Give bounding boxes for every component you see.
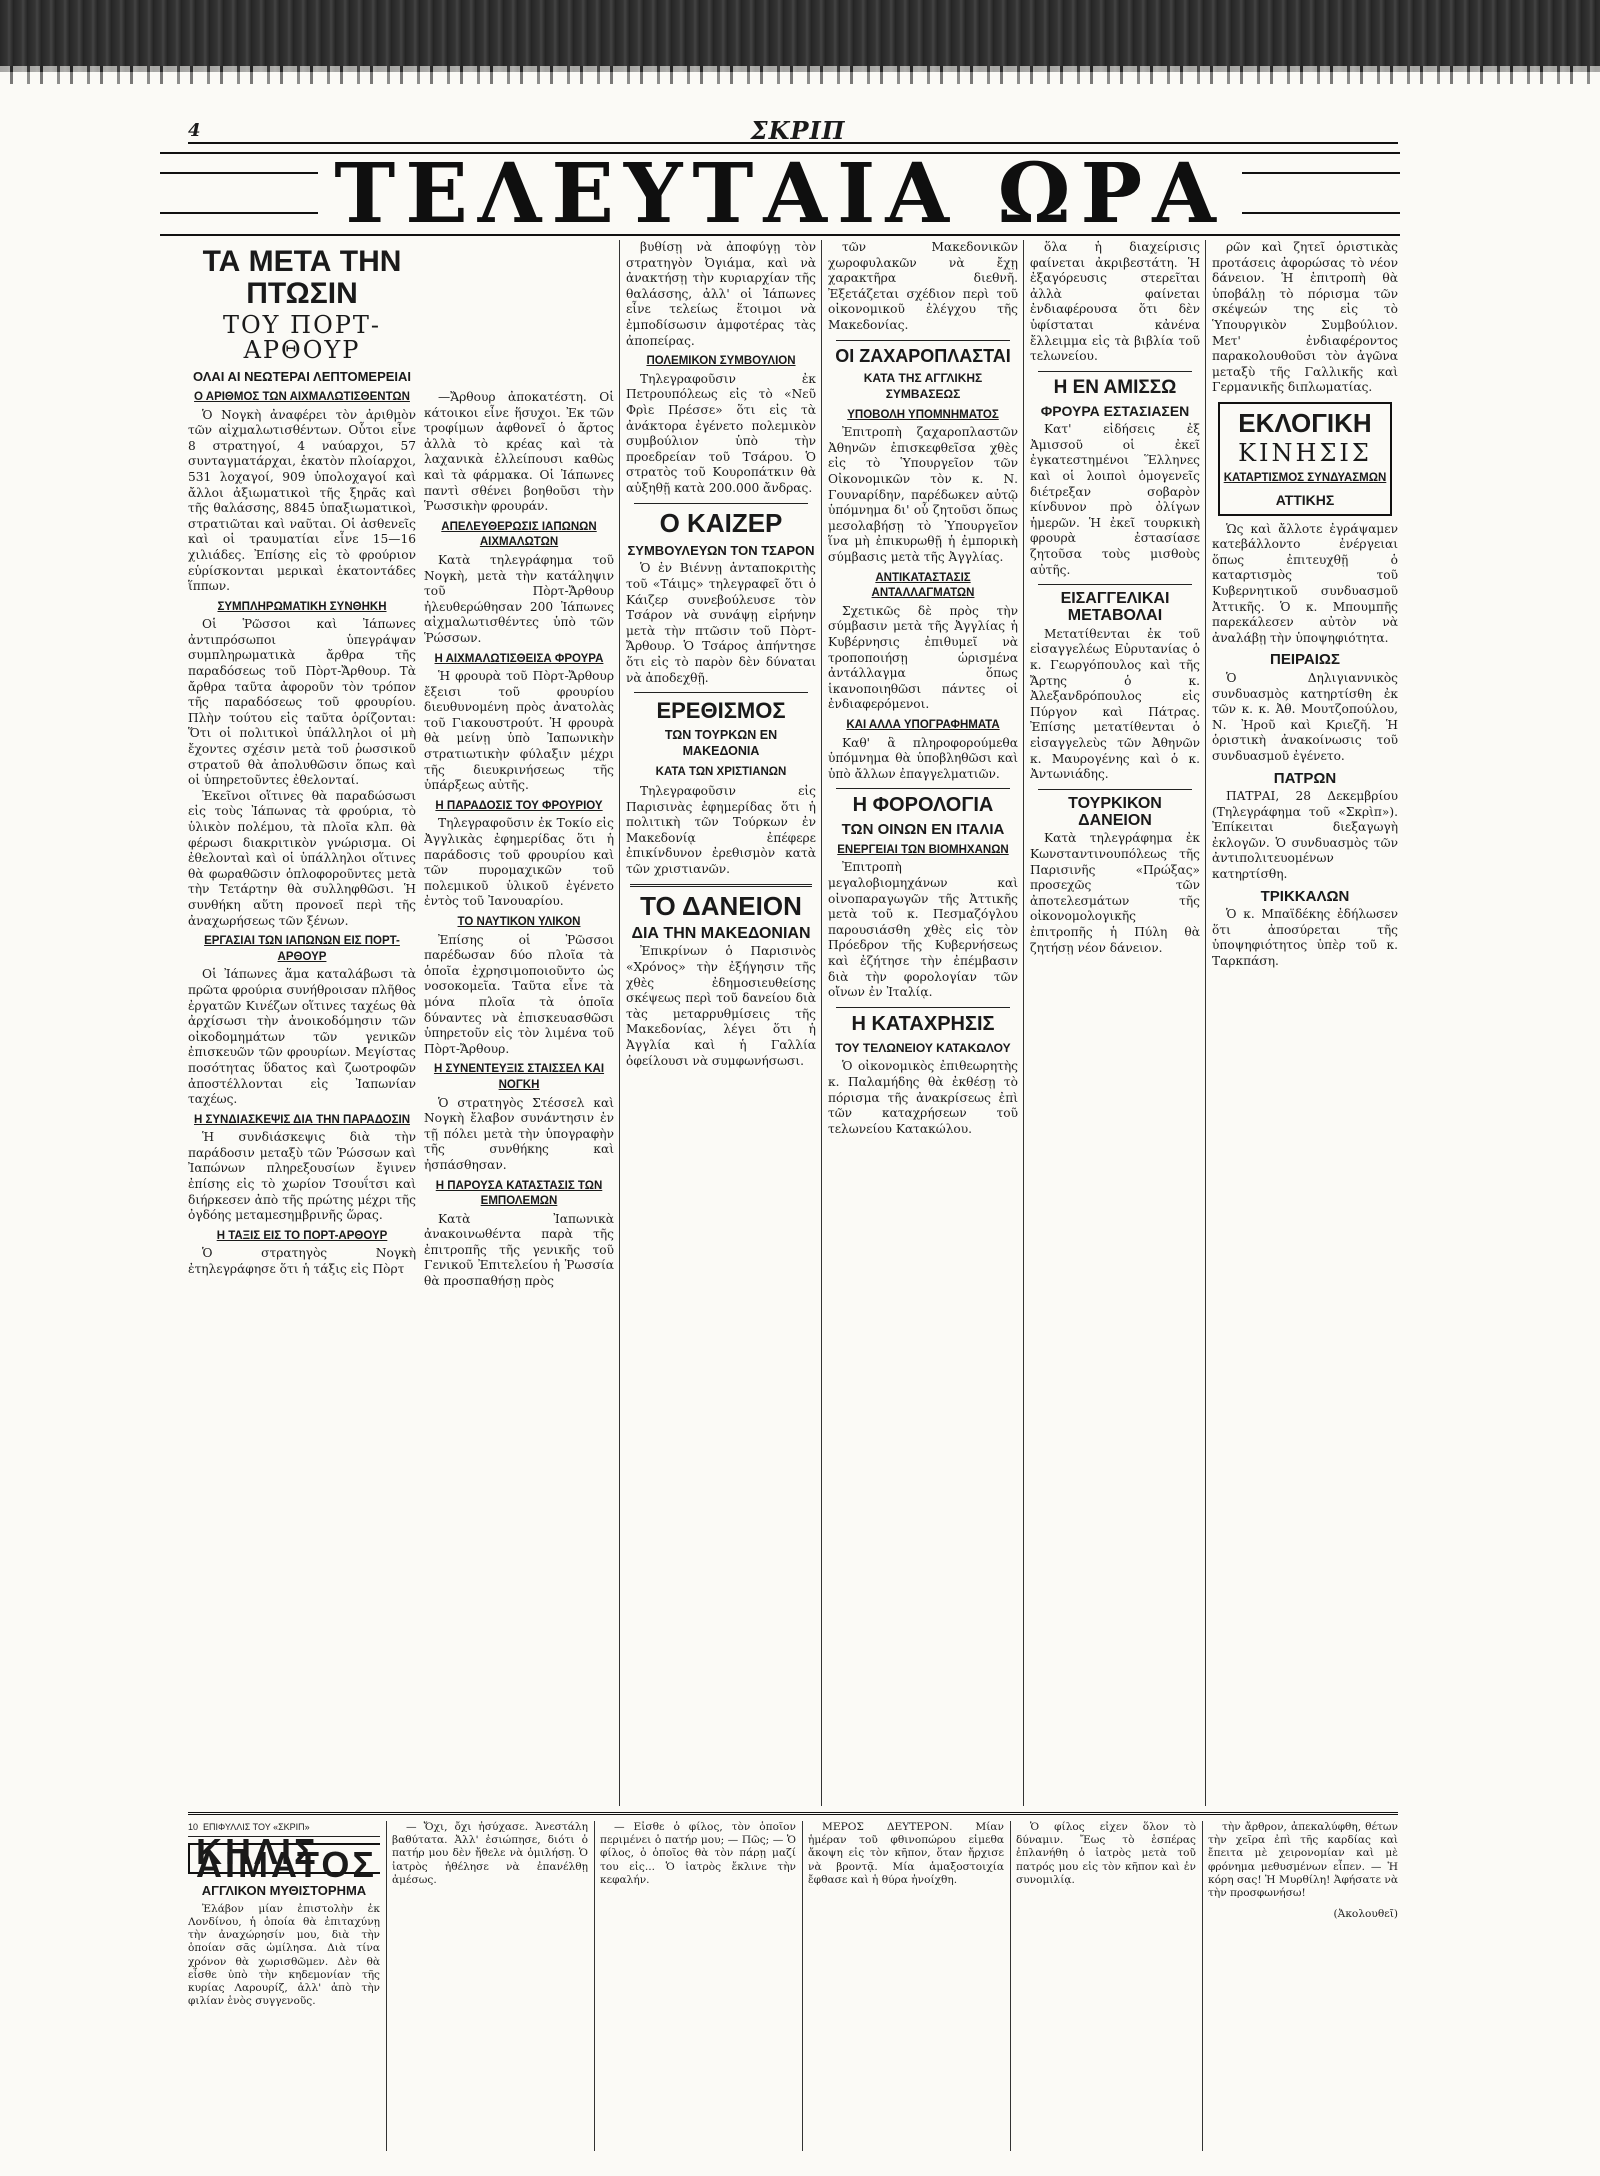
serial-text: τὴν ἄρθρον, ἀπεκαλύφθη, θέτων τὴν χεῖρα ἐπὶ τῆς καρδίας καὶ ἔπειτα μὲ χειρονομίαν καὶ μὲ φρόνημα μεθυσμένων εἶπεν. — Ἡ κόρη σας! Ἡ Μυρθίλη! Ἀφήσατε νὰ τὴν προσφωνήσω! <box>1208 1821 1398 1900</box>
column-rule <box>594 1821 595 2151</box>
page-number: 4 <box>188 120 201 141</box>
column-rule <box>821 240 822 1806</box>
divider <box>1038 584 1192 585</box>
article-text: Ὁ κ. Μπαϊδέκης ἐδήλωσεν ὅτι ἀποσύρεται τῆς ὑποψηφιότητος ὑπὲρ τοῦ κ. Ταρκπάση. <box>1212 907 1398 969</box>
column-5 <box>1030 240 1200 1806</box>
serial-text: — Εἶσθε ὁ φίλος, τὸν ὁποῖον περιμένει ὁ πατήρ μου; — Πῶς; — Ὁ φίλος, ὁ ὁποῖος θὰ τὸν πάρῃ μαζί του εἰς... Ὁ ἰατρὸς ἔκλινε τὴν κεφαλήν. <box>600 1821 796 1886</box>
subhead: ΑΠΕΛΕΥΘΕΡΩΣΙΣ ΙΑΠΩΝΩΝ ΑΙΧΜΑΛΩΤΩΝ <box>441 520 597 549</box>
headline-agitation-sub-2: ΚΑΤΑ ΤΩΝ ΧΡΙΣΤΙΑΝΩΝ <box>655 766 787 779</box>
article-text: Ὁ Νογκὴ ἀναφέρει τὸν ἀριθμὸν τῶν αἰχμαλωτισθέντων. Οὗτοι εἶνε 8 στρατηγοί, 4 ναύαρχοι, 57 συνταγματάρχαι, ἑκατὸν πλοίαρχοι, 531 λοχαγοί, 909 ὑπολοχαγοί καὶ ἄλλοι ἀξιωματικοὶ τῆς ξηρᾶς καὶ τῆς θαλάσσης, 8845 ὑπαξιωματικοὶ, στρατιῶται καὶ ναῦται. Οἱ ἀσθενεῖς καὶ οἱ τραυματίαι εἶνε 15—16 χιλιάδες. Ἐπίσης εἰς τὸ φρούριον εὑρίσκονται μερικαὶ ἑκατοντάδες ἵππων. <box>188 407 416 594</box>
article-text: Ἐπιτροπὴ μεγαλοβιομηχάνων καὶ οἰνοπαραγωγῶν τῆς Ἀττικῆς μετὰ τοῦ κ. Πεσμαζόγλου παρουσιάσθη χθὲς εἰς τὸν Πρόεδρον τῆς Κυβερνήσεως καὶ ἐζήτησε τὴν ἐπέμβασιν διὰ τὴν φορολογίαν τῶν οἴνων ἐν Ἰταλίᾳ. <box>828 860 1018 1000</box>
divider <box>836 788 1010 789</box>
divider <box>836 340 1010 341</box>
subhead: Η ΠΑΡΑΔΟΣΙΣ ΤΟΥ ΦΡΟΥΡΙΟΥ <box>435 799 603 812</box>
divider <box>1038 789 1192 790</box>
headline-patras: ΠΑΤΡΩΝ <box>1273 769 1337 787</box>
article-text: Ἐπιτροπὴ ζαχαροπλαστῶν Ἀθηνῶν ἐπισκεφθεῖσα χθὲς εἰς τὸ Ὑπουργεῖον τῶν Οἰκονομικῶν τὸν κ. Ν. Γουναρίδην, παρέδωκεν αὐτῷ ὑπόμνημα δι' οὗ ζητοῦσι ὅπως μεσολαβήσῃ τὸ Ὑπουργεῖον ἵνα μὴ ἐπικυρωθῇ ἡ ἐμπορικὴ σύμβασις μετὰ τῆς Ἀγγλίας. <box>828 425 1018 564</box>
headline-taxation: Η ΦΟΡΟΛΟΓΙΑ <box>852 794 994 817</box>
headline-election: ΕΚΛΟΓΙΚΗ <box>1238 407 1372 438</box>
election-box <box>1218 402 1392 516</box>
scan-torn-edge <box>0 66 1600 84</box>
headline-embezzlement-sub: ΤΟΥ ΤΕΛΩΝΕΙΟΥ ΚΑΤΑΚΩΛΟΥ <box>835 1040 1011 1055</box>
article-text: Ὁ στρατηγὸς Στέσσελ καὶ Νογκὴ ἔλαβον συνάντησιν ἐν τῇ πόλει μετὰ τὴν ὑπογραφὴν τῆς συνθήκης καὶ ἠσπάσθησαν. <box>424 1095 614 1172</box>
banner-title <box>160 154 1400 234</box>
column-rule <box>1010 1821 1011 2151</box>
column-3 <box>626 240 816 1806</box>
serial-title: ΚΗΛΙΣ ΑΙΜΑΤΟΣ <box>188 1843 380 1873</box>
serial-text: ΜΕΡΟΣ ΔΕΥΤΕΡΟΝ. Μίαν ἡμέραν τοῦ φθινοπώρου εἰμεθα ἄκοψη εἰς τὸν κῆπον, ὅταν ἤρχισε νὰ βροντᾷ. Μία ἀμαξοστοιχία ἔφθασε καὶ ἡ θύρα ἠνοίχθη. <box>808 1821 1004 1886</box>
serial-column-4 <box>808 1821 1004 2151</box>
serial-column-5 <box>1016 1821 1196 2151</box>
subhead: ΠΟΛΕΜΙΚΟΝ ΣΥΜΒΟΥΛΙΟΝ <box>646 355 796 368</box>
article-text: Κατὰ τηλεγράφημα ἐκ Κωνσταντινουπόλεως τῆς Παρισινῆς «Πρώξας» προσεχῶς τῶν ἀποτελεσμάτων τῆς οἰκονομολογικῆς ἐπιτροπῆς ἡ Πύλη θὰ ζητήσῃ νέον δάνειον. <box>1030 831 1200 955</box>
lead-subhead: ΟΛΑΙ ΑΙ ΝΕΩΤΕΡΑΙ ΛΕΠΤΟΜΕΡΕΙΑΙ <box>192 369 412 385</box>
divider <box>634 692 808 693</box>
article-text: Μετατίθενται ἐκ τοῦ εἰσαγγελέως Εὐρυτανίας ὁ κ. Γεωργόπουλος καὶ τῆς Ἄρτης ὁ κ. Ἀλεξανδρόπουλος εἰς Πύργον καὶ Πάτρας. Ἐπίσης μετατίθενται ὁ εἰσαγγελεὺς τῶν Ἀθηνῶν κ. Μαυρογένης καὶ ὁ κ. Ἀντωνιάδης. <box>1030 626 1200 782</box>
serial-column-6 <box>1208 1821 1398 2151</box>
column-rule <box>1205 240 1206 1806</box>
article-text: Κατὰ Ἰαπωνικὰ ἀνακοινωθέντα παρὰ τῆς ἐπιτροπῆς τῆς γενικῆς τοῦ Γενικοῦ Ἐπιτελείου ἡ Ῥωσσία θὰ προσπαθήσῃ πρὸς <box>424 1211 614 1289</box>
headline-taxation-sub-2: ΕΝΕΡΓΕΙΑΙ ΤΩΝ ΒΙΟΜΗΧΑΝΩΝ <box>837 843 1009 856</box>
divider <box>630 884 812 887</box>
subhead: Η ΣΥΝΕΝΤΕΥΞΙΣ ΣΤΑΙΣΣΕΛ ΚΑΙ ΝΟΓΚΗ <box>433 1063 605 1091</box>
article-text: Ὡς καὶ ἄλλοτε ἐγράψαμεν κατεβάλλοντο ἐνέργειαι ὅπως ἐπιτευχθῇ ὁ καταρτισμὸς τοῦ Κυβερνητικοῦ συνδυασμοῦ Ἀττικῆς. Ὁ κ. Μπουμπῆς παρεκάλεσεν αὐτὸν νὰ ἀναλάβῃ τὴν ὑποψηφιότητα. <box>1212 521 1398 645</box>
subhead: Η ΤΑΞΙΣ ΕΙΣ ΤΟ ΠΟΡΤ-ΑΡΘΟΥΡ <box>216 1229 388 1242</box>
subhead: ΚΑΙ ΑΛΛΑ ΥΠΟΓΡΑΦΗΜΑΤΑ <box>846 718 1000 731</box>
article-text: ΠΑΤΡΑΙ, 28 Δεκεμβρίου (Τηλεγράφημα τοῦ «Σκρὶπ»). Ἐπίκειται διεξαγωγὴ ἐκλογῶν. Ὁ συνδυασμὸς τῶν ἀντιπολιτευομένων κατηρτίσθη. <box>1212 789 1398 882</box>
subhead: ΤΟ ΝΑΥΤΙΚΟΝ ΥΛΙΚΟΝ <box>457 916 581 928</box>
headline-confectioners: ΟΙ ΖΑΧΑΡΟΠΛΑΣΤΑΙ <box>835 345 1011 366</box>
article-text: Ἐπικρίνων ὁ Παρισινὸς «Χρόνος» τὴν ἐξήγησιν τῆς χθὲς ἐδημοσιευθείσης σκέψεως περὶ τοῦ δανείου διὰ τὰς μεταρρυθμίσεις τῆς Μακεδονίας, λέγει ὅτι ἡ Ἀγγλία καὶ ἡ Γαλλία ὀφείλουσι νὰ συμφωνήσωσι. <box>626 944 816 1068</box>
serial-number: 10 <box>188 1822 199 1832</box>
column-rule <box>802 1821 803 2151</box>
article-text: βυθίσῃ νὰ ἀποφύγῃ τὸν στρατηγὸν Ὀγιάμα, καὶ νὰ ἀνακτήσῃ τὴν κυριαρχίαν τῆς θαλάσσης, ἀλλ' οἱ Ἰάπωνες εἶνε τελείως ἕτοιμοι νὰ ἐμποδίσωσιν ἀμφοτέρας τὰς ἀποπείρας. <box>626 240 816 348</box>
column-6 <box>1212 240 1398 1806</box>
headline-amisos-sub: ΦΡΟΥΡΑ ΕΣΤΑΣΙΑΣΕΝ <box>1040 402 1190 419</box>
article-text: Τηλεγραφοῦσιν εἰς Παρισινὰς ἐφημερίδας ὅτι ἡ πολιτικὴ τῶν Τούρκων ἐν Μακεδονίᾳ ἐπέφερε ἐπικίνδυνον ἐρεθισμὸν κατὰ τῶν χριστιανῶν. <box>626 784 816 876</box>
headline-trikala: ΤΡΙΚΚΑΛΩΝ <box>1260 887 1350 905</box>
article-text: Ἡ συνδιάσκεψις διὰ τὴν παράδοσιν μεταξὺ τῶν Ῥώσσων καὶ Ἰαπώνων πληρεξουσίων ἔγινεν ἐπίσης εἰς τὸ χωρίον Τσουΐτσι καὶ διήρκεσεν ἀπὸ τῆς πρώτης μέχρι τῆς ὀγδόης μεταμεσημβρινῆς ὥρας. <box>188 1130 416 1223</box>
article-text: ὅλα ἡ διαχείρισις φαίνεται ἀκριβεστάτη. Ἡ ἐξαγόρευσις στερεῖται ἀλλὰ φαίνεται ἐνδιαφέρουσα ὅτι δὲν ὑφίσταται κἀνένα ἔλλειμμα εἰς τὰ βιβλία τοῦ τελωνείου. <box>1030 240 1200 364</box>
article-text: Σχετικῶς δὲ πρὸς τὴν σύμβασιν μετὰ τῆς Ἀγγλίας ἡ Κυβέρνησις ἐπιθυμεῖ νὰ τροποποιήσῃ ὡρισμένα ἀντάλλαγμα ὅπως ἱκανοποιηθῶσι πάντες οἱ ἐνδιαφερόμενοι. <box>828 603 1018 712</box>
article-text: Ὁ στρατηγὸς Νογκὴ ἐτηλεγράφησε ὅτι ἡ τάξις εἰς Πὸρτ <box>188 1246 416 1277</box>
column-rule <box>1202 1821 1203 2151</box>
column-2 <box>424 240 614 1956</box>
lead-headline: ΤΑ ΜΕΤΑ ΤΗΝ ΠΤΩΣΙΝ <box>202 245 402 310</box>
article-text: Ὁ ἐν Βιέννῃ ἀνταποκριτὴς τοῦ «Τάιμς» τηλεγραφεῖ ὅτι ὁ Κάιζερ συνεβούλευσε τὸν Τσάρον νὰ συνάψῃ εἰρήνην μετὰ τὴν πτῶσιν τοῦ Πὸρτ-Ἄρθουρ. Ὁ Τσάρος ἀπήντησε ὅτι εἰς τὸ παρὸν δὲν δύναται νὰ ἀποδεχθῇ. <box>626 561 816 685</box>
headline-election-sub: ΚΑΤΑΡΤΙΣΜΟΣ ΣΥΝΔΥΑΣΜΩΝ <box>1223 472 1387 485</box>
headline-election-2: ΚΙΝΗΣΙΣ <box>1238 439 1372 468</box>
headline-turkish-loan: ΤΟΥΡΚΙΚΟΝ ΔΑΝΕΙΟΝ <box>1068 794 1162 829</box>
serial-text: Ὁ φίλος εἶχεν ὅλον τὸ δύναμιν. Ἔως τὸ ἑσπέρας ἐπλανήθη ὁ ἰατρὸς μετὰ τοῦ πατρός μου εἰς τὸν κῆπον καὶ ἐν συνομιλίᾳ. <box>1016 1821 1196 1886</box>
subhead: Η ΠΑΡΟΥΣΑ ΚΑΤΑΣΤΑΣΙΣ ΤΩΝ ΕΜΠΟΛΕΜΩΝ <box>435 1179 603 1208</box>
headline-prosecutors: ΕΙΣΑΓΓΕΛΙΚΑΙ ΜΕΤΑΒΟΛΑΙ <box>1060 590 1170 625</box>
column-1 <box>188 240 416 1806</box>
serial-text: Ἐλάβον μίαν ἐπιστολὴν ἐκ Λονδίνου, ἡ ὁποία θὰ ἐπιταχύνῃ τὴν ἀναχώρησίν μου, διὰ τὴν ὁποίαν σᾶς ὡμίλησα. Διὰ τίνα χρόνον θὰ χωρισθῶμεν. Δὲν θὰ εἶσθε ὑπὸ τὴν κηδεμονίαν τῆς κυρίας Λαρουρίζ, ἀλλ' ἀπὸ τὴν φιλίαν ἑνὸς συγγενοῦς. <box>188 1902 380 2008</box>
headline-amisos: Η ΕΝ ΑΜΙΣΣΩ <box>1053 376 1177 398</box>
headline-loan: ΤΟ ΔΑΝΕΙΟΝ <box>640 890 802 921</box>
subhead: ΑΝΤΙΚΑΤΑΣΤΑΣΙΣ ΑΝΤΑΛΛΑΓΜΑΤΩΝ <box>871 571 975 600</box>
serial-continued: (Ἀκολουθεῖ) <box>1333 1908 1398 1921</box>
headline-confectioners-sub: ΚΑΤΑ ΤΗΣ ΑΓΓΛΙΚΗΣ ΣΥΜΒΑΣΕΩΣ <box>863 371 983 402</box>
subhead: Ο ΑΡΙΘΜΟΣ ΤΩΝ ΑΙΧΜΑΛΩΤΙΣΘΕΝΤΩΝ <box>194 390 410 403</box>
headline-agitation-sub: ΤΩΝ ΤΟΥΡΚΩΝ ΕΝ ΜΑΚΕΔΟΝΙΑ <box>664 728 778 758</box>
article-text: Οἱ Ἰάπωνες ἅμα καταλάβωσι τὰ πρῶτα φρούρια συνήθροισαν πλῆθος ἐργατῶν Κινέζων οἵτινες ταχέως θὰ ἀρχίσωσι τὴν ἀνοικοδόμησιν τῶν οἰκοδομημάτων τῶν γενικῶν ἐπισκευῶν τῶν φρουρίων. Μεγίστας ποσότητας ὕδατος καὶ ζωοτροφῶν ἀποστέλλονται εἰς Ἰαπωνίαν ταχέως. <box>188 967 416 1107</box>
serial-label-text: ΕΠΙΦΥΛΛΙΣ ΤΟΥ «ΣΚΡΙΠ» <box>203 1822 310 1832</box>
headline-kaiser: Ο ΚΑΙΖΕΡ <box>659 507 783 538</box>
headline-agitation: ΕΡΕΘΙΣΜΟΣ <box>656 698 786 724</box>
divider <box>836 1007 1010 1008</box>
article-text: Οἱ Ῥῶσσοι καὶ Ἰάπωνες ἀντιπρόσωποι ὑπεγράψαν συμπληρωματικὰ ἄρθρα τῆς παραδόσεως τοῦ Πὸρτ-Ἄρθουρ. Τὰ ἄρθρα ταῦτα ἀφοροῦν τὸν τρόπον τῆς παραδόσεως τοῦ φρουρίου. Πλὴν τούτου εἰς ταῦτα ὁρίζονται: Ὅτι οἱ πολιτικοὶ ὑπάλληλοι οἱ μὴ ἔχοντες σχέσιν μετὰ τοῦ ῥωσσικοῦ στρατοῦ θὰ ἀπολυθῶσιν ὅπως καὶ οἱ ὑπηρετοῦντες ἐθελονταί. <box>188 617 416 788</box>
article-text: ρῶν καὶ ζητεῖ ὁριστικὰς προτάσεις ἀφορώσας τὸ νέον δάνειον. Ἡ ἐπιτροπὴ θὰ ὑποβάλῃ τὸ πόρισμα τῶν σκέψεών της εἰς τὸ Ὑπουργικὸν Συμβούλιον. Μετ' ἐνδιαφέροντος παρακολουθοῦσι τὸν ἀγῶνα μεταξὺ τῆς Γαλλικῆς καὶ Γερμανικῆς διπλωματίας. <box>1212 240 1398 395</box>
headline-confectioners-sub-2: ΥΠΟΒΟΛΗ ΥΠΟΜΝΗΜΑΤΟΣ <box>847 408 999 421</box>
headline-loan-sub: ΔΙΑ ΤΗΝ ΜΑΚΕΔΟΝΙΑΝ <box>631 924 811 942</box>
divider <box>1038 371 1192 372</box>
main-columns <box>188 240 1398 1806</box>
article-text: Κατ' εἰδήσεις ἐξ Ἀμισσοῦ οἱ ἐκεῖ ἐγκατεστημένοι Ἕλληνες καὶ οἱ λοιποὶ ὁμογενεῖς διέτρεξαν σοβαρὸν κίνδυνον πρὸ ὀλίγων ἡμερῶν. Ἡ ἐκεῖ τουρκικὴ φρουρὰ ἐστασίασε ζητοῦσα τοὺς μισθοὺς αὐτῆς. <box>1030 422 1200 577</box>
subhead: Η ΣΥΝΔΙΑΣΚΕΨΙΣ ΔΙΑ ΤΗΝ ΠΑΡΑΔΟΣΙΝ <box>193 1113 410 1126</box>
page-header <box>188 116 1398 145</box>
article-text: Τηλεγραφοῦσιν ἐκ Πετρουπόλεως εἰς τὸ «Νεῦ Φρὶε Πρέσσε» ὅτι εἰς τὰ ἀνάκτορα ἐγένετο πολεμικὸν συμβούλιον ὑπὸ τὴν προεδρείαν τοῦ Τσάρου. Ὁ στρατὸς τοῦ Κουροπάτκιν θὰ αὐξηθῇ κατὰ 200.000 ἄνδρας. <box>626 371 816 495</box>
subhead: ΕΡΓΑΣΙΑΙ ΤΩΝ ΙΑΠΩΝΩΝ ΕΙΣ ΠΟΡΤ-ΑΡΘΟΥΡ <box>204 935 400 963</box>
headline-embezzlement: Η ΚΑΤΑΧΡΗΣΙΣ <box>851 1012 995 1035</box>
headline-kaiser-sub: ΣΥΜΒΟΥΛΕΥΩΝ ΤΟΝ ΤΣΑΡΟΝ <box>627 542 815 558</box>
serial-subtitle: ΑΓΓΛΙΚΟΝ ΜΥΘΙΣΤΟΡΗΜΑ <box>201 1882 367 1898</box>
divider <box>634 503 808 504</box>
column-rule <box>386 1821 387 2151</box>
serial-column-2 <box>392 1821 588 2151</box>
column-4 <box>828 240 1018 1806</box>
article-text: Ὁ οἰκονομικὸς ἐπιθεωρητὴς κ. Παλαμήδης θὰ ἐκθέσῃ τὸ πόρισμα τῆς ἀνακρίσεως ἐπὶ τῶν καταχρήσεων τοῦ τελωνείου Κατακώλου. <box>828 1059 1018 1136</box>
article-text: τῶν Μακεδονικῶν χωροφυλακῶν νὰ ἔχῃ χαρακτῆρα διεθνῆ. Ἐξετάζεται σχέδιον περὶ τοῦ οἰκονομικοῦ ἐλέγχου τῆς Μακεδονίας. <box>828 240 1018 332</box>
headline-election-attica: ΑΤΤΙΚΗΣ <box>1275 492 1335 509</box>
scan-top-band <box>0 0 1600 72</box>
lead-headline-2: ΤΟΥ ΠΟΡΤ-ΑΡΘΟΥΡ <box>222 311 382 365</box>
article-text: Ἐκεῖνοι οἵτινες θὰ παραδώσωσι εἰς τοὺς Ἰάπωνας τὰ φρούρια, τὸ ὑλικὸν πολέμου, τὰ πλοῖα κλπ. θὰ φέρωσι διακριτικὸν γνώρισμα. Οἱ ἐθελονταὶ καὶ οἱ ὑπάλληλοι οἵτινες θὰ φωραθῶσιν ὁπλοφοροῦντες μετὰ τὴν Τετάρτην θὰ συλληφθῶσι. Ἡ συνθήκη αὕτη προνοεῖ περὶ τῆς ἀναχωρήσεως τῶν ξένων. <box>188 788 416 928</box>
serial-text: — Ὄχι, ὄχι ἠσύχασε. Ἀνεστάλη βαθύτατα. Ἀλλ' ἐσιώπησε, διότι ὁ πατήρ μου δὲν ἤθελε νὰ ὁμιλήσῃ. Ὁ ἰατρὸς ἠθέλησε νὰ ἐπανέλθῃ ἀμέσως. <box>392 1821 588 1886</box>
headline-taxation-sub: ΤΩΝ ΟΙΝΩΝ ΕΝ ΙΤΑΛΙΑ <box>841 821 1005 839</box>
headline-piraeus: ΠΕΙΡΑΙΩΣ <box>1270 651 1340 669</box>
serial-column-1 <box>188 1821 380 2151</box>
article-text: Καθ' ἃ πληροφορούμεθα ὑπόμνημα θὰ ὑποβληθῶσι καὶ ὑπὸ ἄλλων ἐπαγγελματιῶν. <box>828 735 1018 781</box>
article-text: Κατὰ τηλεγράφημα τοῦ Νογκὴ, μετὰ τὴν κατάληψιν τοῦ Πὸρτ-Ἄρθουρ ἠλευθερώθησαν 200 Ἰάπωνες αἰχμαλωτισθέντες ὑπὸ τῶν Ῥώσσων. <box>424 552 614 645</box>
article-text: Τηλεγραφοῦσιν ἐκ Τοκίο εἰς Ἀγγλικὰς ἐφημερίδας ὅτι ἡ παράδοσις τοῦ φρουρίου καὶ τῶν πυρομαχικῶν τοῦ πολεμικοῦ ὑλικοῦ ἐγένετο ἐντὸς τοῦ Ἰανουαρίου. <box>424 816 614 909</box>
banner-title-text: ΤΕΛΕΥΤΑΙΑ ΩΡΑ <box>318 152 1242 236</box>
article-text: Ἐπίσης οἱ Ῥῶσσοι παρέδωσαν δύο πλοῖα τὰ ὁποῖα ἐχρησιμοποιοῦντο ὡς νοσοκομεῖα. Ταῦτα εἶνε τὰ μόνα πλοῖα τὰ ὁποῖα δύναντες νὰ ἐπισκευασθῶσι ὑπηρετοῦν εἰς τὸν λιμένα τοῦ Πὸρτ-Ἄρθουρ. <box>424 932 614 1056</box>
article-text: —Ἄρθουρ ἀποκατέστη. Οἱ κάτοικοι εἶνε ἥσυχοι. Ἐκ τῶν τροφίμων ἀφθονεῖ ὁ ἄρτος ἀλλὰ τὸ κρέας καὶ τὰ λαχανικὰ ἐλλείπουσι καθὼς καὶ τὰ φάρμακα. Οἱ Ἰάπωνες παντὶ σθένει βοηθοῦσι τὴν Ῥωσσικὴν φρουράν. <box>424 390 614 514</box>
article-text: Ἡ φρουρὰ τοῦ Πὸρτ-Ἄρθουρ ἔξεισι τοῦ φρουρίου διευθυνομένη πρὸς ἀνατολὰς τοῦ Γιακουστρούτ. Ἡ φρουρὰ θὰ μείνῃ ὑπὸ Ἰαπωνικὴν στρατιωτικὴν φύλαξιν μέχρι τῆς διευκρινήσεως τῆς ὑπάρξεως αὐτῆς. <box>424 669 614 793</box>
column-rule <box>1023 240 1024 1806</box>
article-text: Ὁ Δηλιγιαννικὸς συνδυασμὸς κατηρτίσθη ἐκ τῶν κ. κ. Ἀθ. Μουτζοπούλου, Ν. Ἠροῦ καὶ Κριεζῆ. Ἡ ὁριστικὴ ἀνακοίνωσις τοῦ συνδυασμοῦ ἐγένετο. <box>1212 670 1398 763</box>
serial-strip <box>188 1812 1398 2155</box>
subhead: Η ΑΙΧΜΑΛΩΤΙΣΘΕΙΣΑ ΦΡΟΥΡΑ <box>434 652 604 665</box>
subhead: ΣΥΜΠΛΗΡΩΜΑΤΙΚΗ ΣΥΝΘΗΚΗ <box>217 600 387 613</box>
paper-name: ΣΚΡΙΠ <box>750 116 846 145</box>
section-banner <box>160 152 1400 236</box>
column-rule <box>619 240 620 1806</box>
serial-column-3 <box>600 1821 796 2151</box>
